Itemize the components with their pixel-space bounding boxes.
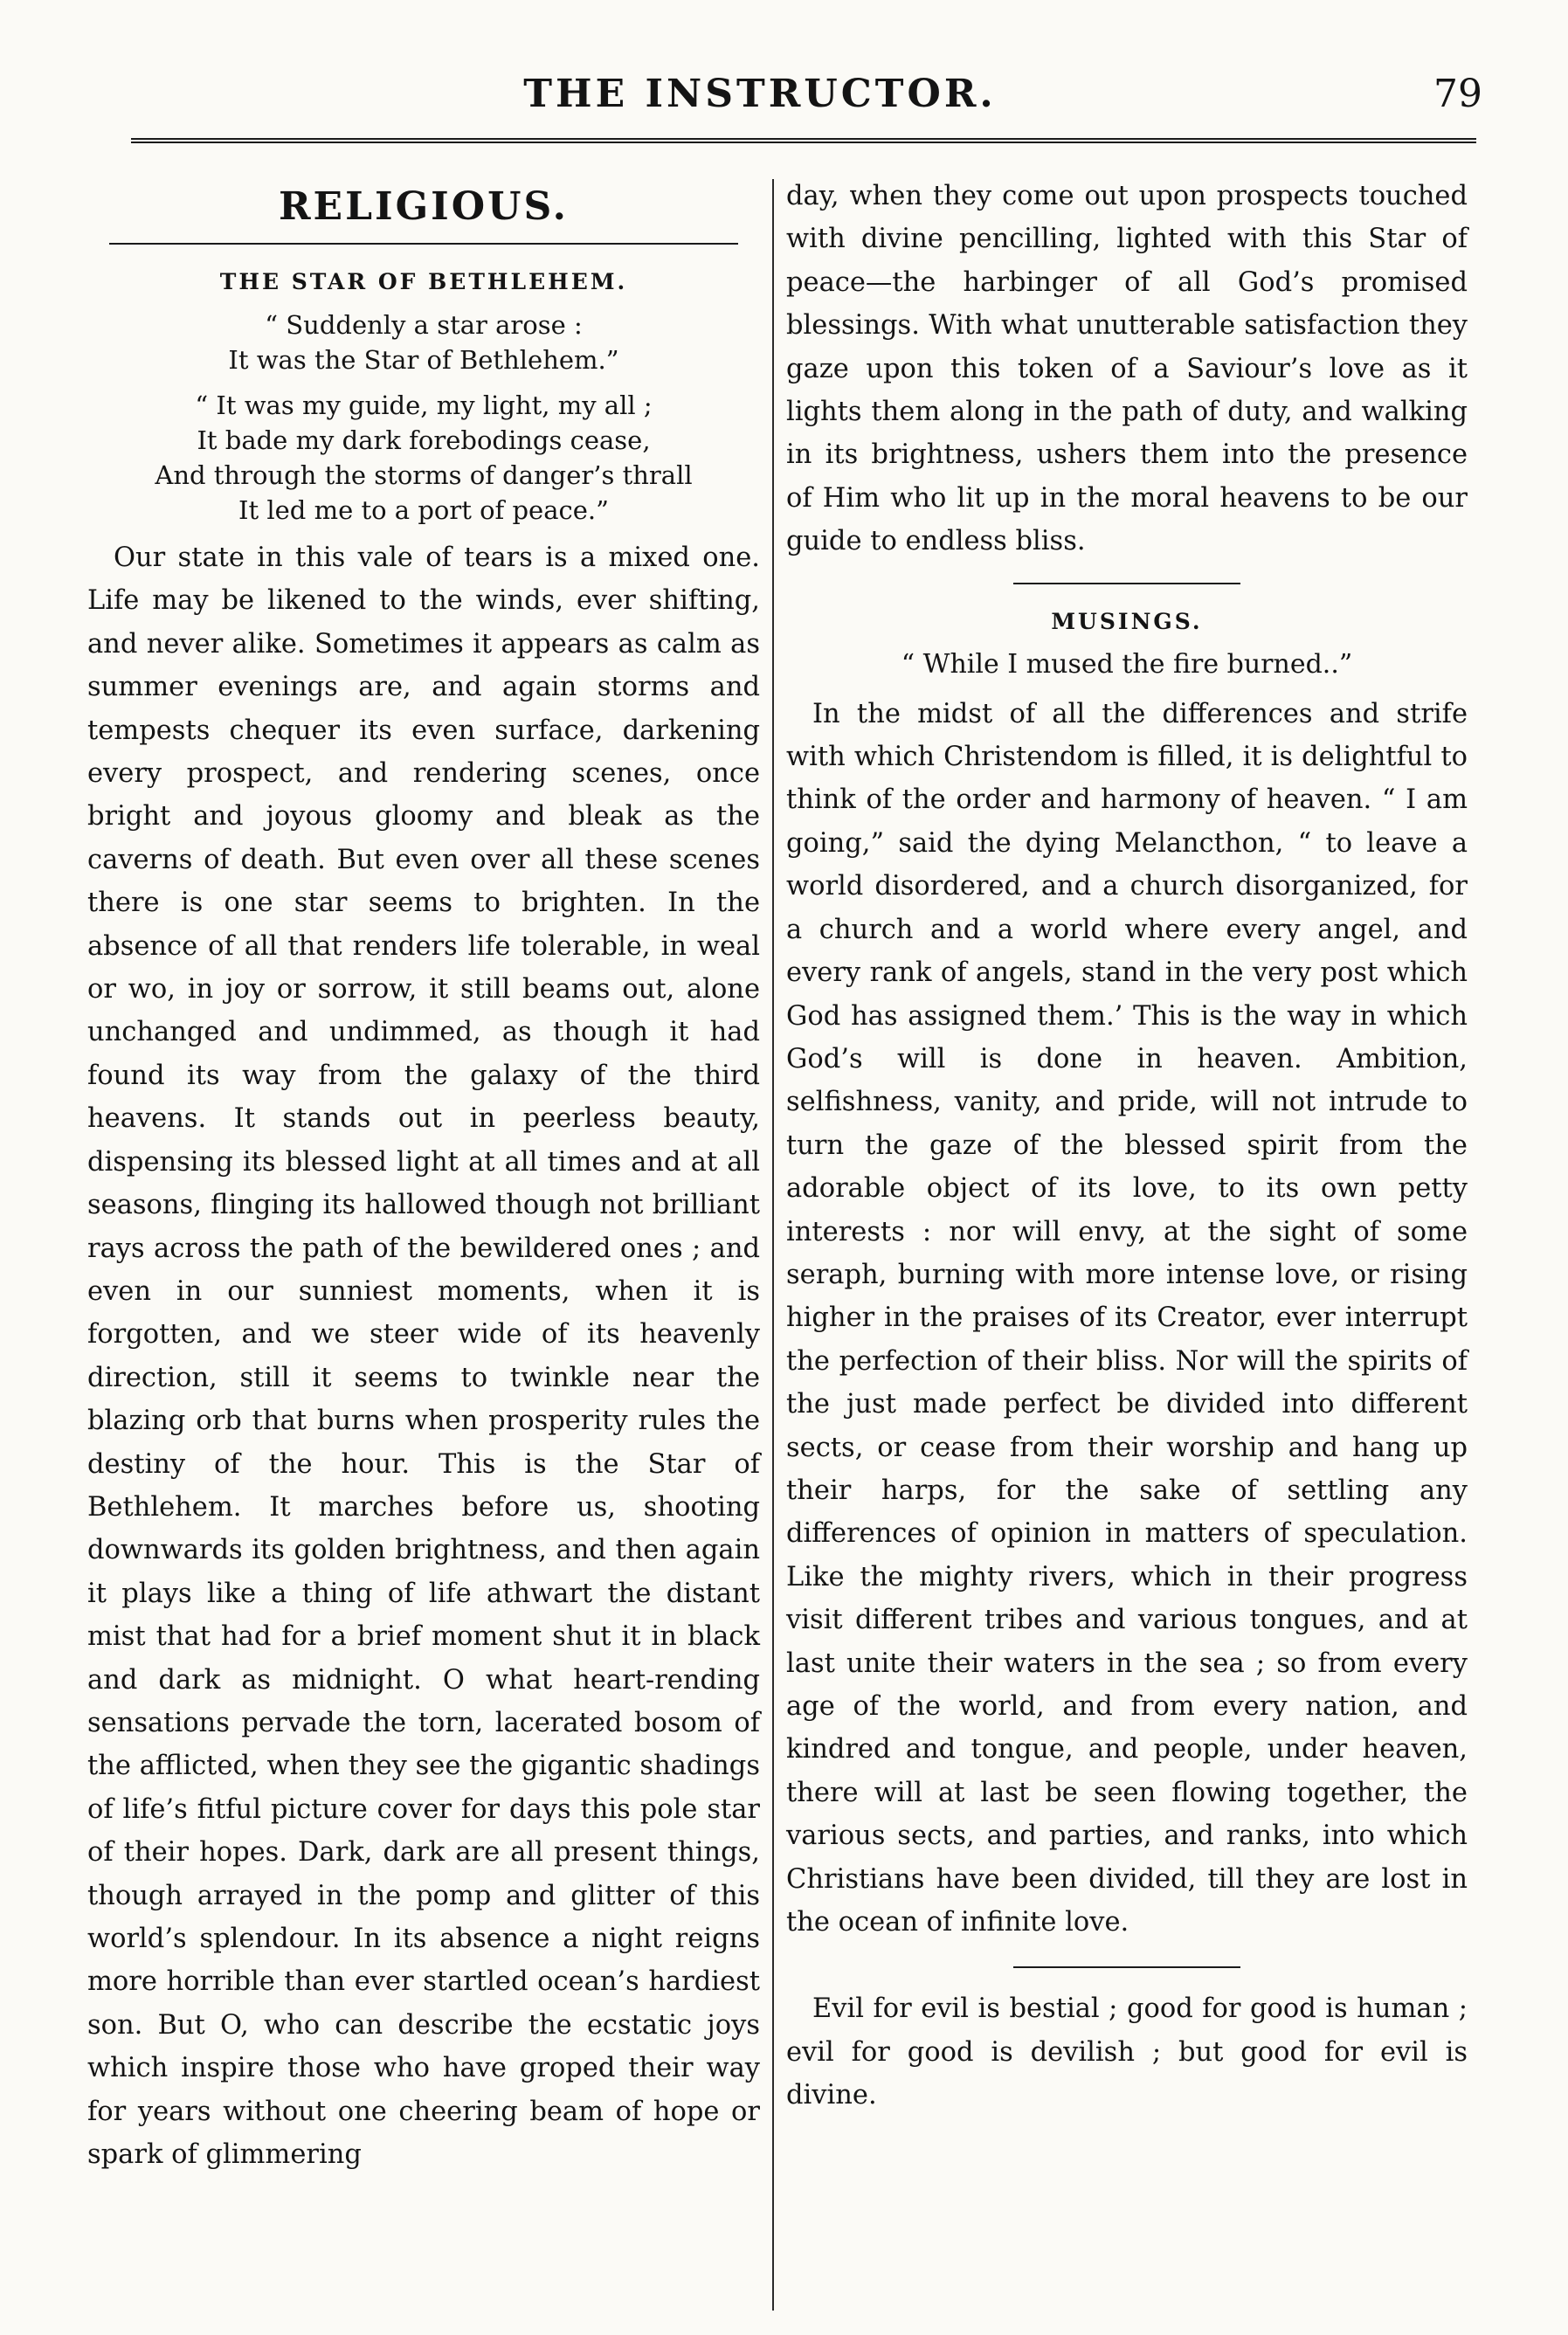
- column-divider: [772, 179, 774, 2311]
- right-column: [786, 175, 1468, 2117]
- poem-line: “ It was my guide, my light, my all ;: [195, 390, 653, 420]
- article1-continuation: day, when they come out upon prospects touched with divine pencilling, lighted with this Star of peace—the harbinger of all God’s promised blessings. With what unutterable satisfaction they gaze upon this token of a Saviour’s love as it lights them along in the path of duty, and walking in its brightness, ushers them into the presence of Him who lit up in the moral heavens to be our guide to endless bliss.: [786, 181, 1468, 557]
- section-heading: RELIGIOUS.: [278, 184, 569, 229]
- left-column: [87, 175, 760, 2176]
- article1-poem: [87, 388, 760, 528]
- aphorism-text: Evil for evil is bestial ; good for good is human ; evil for good is devilish ; but good for evil is divine.: [786, 1993, 1468, 2111]
- poem-line: It led me to a port of peace.”: [238, 495, 609, 525]
- article1-epigraph: [87, 307, 760, 377]
- article1-body: Our state in this vale of tears is a mixed one. Life may be likened to the winds, ever shifting, and never alike. Sometimes it appears as calm as summer evenings are, and again storms and tempests chequer its even surface, darkening every prospect, and rendering scenes, once bright and joyous gloomy and bleak as the caverns of death. But even over all these scenes there is one star seems to brighten. In the absence of all that renders life tolerable, in weal or wo, in joy or sorrow, it still beams out, alone unchanged and undimmed, as though it had found its way from the galaxy of the third heavens. It stands out in peerless beauty, dispensing its blessed light at all times and at all seasons, flinging its hallowed though not brilliant rays across the path of the bewildered ones ; and even in our sunniest moments, when it is forgotten, and we steer wide of its heavenly direction, still it seems to twinkle near the blazing orb that burns when prosperity rules the destiny of the hour. This is the Star of Bethlehem. It marches before us, shooting downwards its golden brightness, and then again it plays like a thing of life athwart the distant mist that had for a brief moment shut it in black and dark as midnight. O what heart-rending sensations pervade the torn, lacerated bosom of the afflicted, when they see the gigantic shadings of life’s fitful picture cover for days this pole star of their hopes. Dark, dark are all present things, though arrayed in the pomp and glitter of this world’s splendour. In its absence a night reigns more horrible than ever startled ocean’s hardiest son. But O, who can describe the ecstatic joys which inspire those who have groped their way for years without one cheering beam of hope or spark of glimmering: [87, 542, 760, 2171]
- epigraph-line: “ Suddenly a star arose :: [265, 310, 583, 340]
- poem-line: And through the storms of danger’s thrall: [155, 460, 693, 490]
- aphorism-divider-rule: [1013, 1966, 1240, 1968]
- header-rule: [131, 138, 1476, 143]
- section-rule: [109, 243, 738, 245]
- article-title-musings: MUSINGS.: [1051, 608, 1203, 634]
- article2-epigraph: “ While I mused the fire burned..”: [901, 648, 1353, 680]
- article-divider-rule: [1013, 583, 1240, 584]
- article-title-star-of-bethlehem: THE STAR OF BETHLEHEM.: [219, 269, 628, 294]
- poem-line: It bade my dark forebodings cease,: [197, 425, 651, 455]
- epigraph-line: It was the Star of Bethlehem.”: [228, 345, 619, 375]
- page-number: 79: [1433, 72, 1482, 116]
- journal-title: THE INSTRUCTOR.: [523, 72, 997, 116]
- running-head: [0, 72, 1568, 124]
- article2-body: In the midst of all the differences and strife with which Christendom is filled, it is delightful to think of the order and harmony of heaven. “ I am going,” said the dying Melancthon, “ to leave a world disordered, and a church disorganized, for a church and a world where every angel, and every rank of angels, stand in the very post which God has assigned them.’ This is the way in which God’s will is done in heaven. Ambition, selfishness, vanity, and pride, will not intrude to turn the gaze of the blessed spirit from the adorable object of its love, to its own petty interests : nor will envy, at the sight of some seraph, burning with more intense love, or rising higher in the praises of its Creator, ever interrupt the perfection of their bliss. Nor will the spirits of the just made perfect be divided into different sects, or cease from their worship and hang up their harps, for the sake of settling any differences of opinion in matters of speculation. Like the mighty rivers, which in their progress visit different tribes and various tongues, and at last unite their waters in the sea ; so from every age of the world, and from every nation, and kindred and tongue, and people, under heaven, there will at last be seen flowing together, the various sects, and parties, and ranks, into which Christians have been divided, till they are lost in the ocean of infinite love.: [786, 698, 1468, 1938]
